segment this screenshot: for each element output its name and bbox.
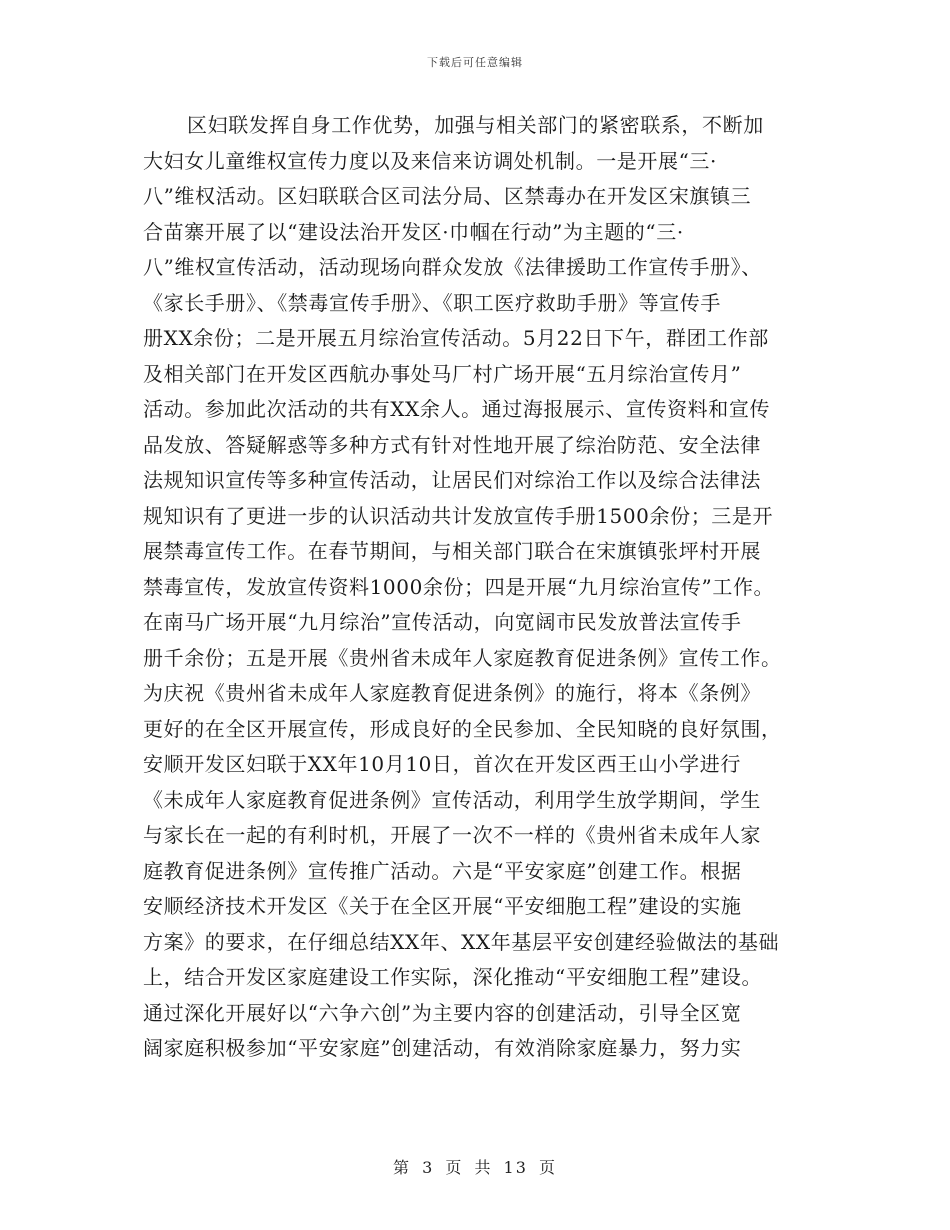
- text-line: 安顺开发区妇联于XX年10月10日，首次在开发区西王山小学进行: [143, 752, 741, 776]
- text-line: 方案》的要求，在仔细总结XX年、XX年基层平安创建经验做法的基础: [143, 929, 780, 954]
- text-line: 大妇女儿童维权宣传力度以及来信来访调处机制。一是开展“三·: [143, 148, 717, 173]
- text-line: 与家长在一起的有利时机，开展了一次不一样的《贵州省未成年人家: [143, 823, 761, 847]
- text-line: 及相关部门在开发区西航办事处马厂村广场开展“五月综治宣传月”: [143, 361, 742, 386]
- text-line: 为庆祝《贵州省未成年人家庭教育促进条例》的施行，将本《条例》: [143, 681, 761, 705]
- text-line: 活动。参加此次活动的共有XX余人。通过海报展示、宣传资料和宣传: [143, 397, 771, 421]
- text-line: 规知识有了更进一步的认识活动共计发放宣传手册1500余份；三是开: [143, 503, 774, 528]
- text-line: 册XX余份；二是开展五月综治宣传活动。5月22日下午，群团工作部: [143, 326, 769, 350]
- text-line: 阔家庭积极参加“平安家庭”创建活动，有效消除家庭暴力，努力实: [143, 1036, 742, 1060]
- text-line: 安顺经济技术开发区《关于在全区开展“平安细胞工程”建设的实施: [143, 894, 742, 918]
- text-line: 在南马广场开展“九月综治”宣传活动，向宽阔市民发放普法宣传手: [143, 610, 742, 634]
- text-line: 通过深化开展好以“六争六创”为主要内容的创建活动，引导全区宽: [143, 1000, 742, 1025]
- text-line: 展禁毒宣传工作。在春节期间，与相关部门联合在宋旗镇张坪村开展: [143, 539, 761, 563]
- text-line: 八”维权宣传活动，活动现场向群众发放《法律援助工作宣传手册》、: [143, 255, 762, 279]
- text-line: 法规知识宣传等多种宣传活动，让居民们对综治工作以及综合法律法: [143, 468, 761, 492]
- text-line: 《未成年人家庭教育促进条例》宣传活动，利用学生放学期间，学生: [143, 787, 761, 812]
- page-header: 下载后可任意编辑: [427, 56, 523, 69]
- text-line: 庭教育促进条例》宣传推广活动。六是“平安家庭”创建工作。根据: [143, 858, 742, 883]
- text-line: 合苗寨开展了以“建设法治开发区·巾帼在行动”为主题的“三·: [143, 219, 684, 244]
- body-text: [143, 108, 809, 1067]
- text-line: 册千余份；五是开展《贵州省未成年人家庭教育促进条例》宣传工作。: [143, 645, 782, 670]
- text-line: 更好的在全区开展宣传，形成良好的全民参加、全民知晓的良好氛围，: [143, 716, 782, 741]
- text-line: 区妇联发挥自身工作优势，加强与相关部门的紧密联系，不断加: [187, 113, 764, 137]
- text-line: 品发放、答疑解惑等多种方式有针对性地开展了综治防范、安全法律: [143, 432, 761, 457]
- text-line: 禁毒宣传，发放宣传资料1000余份；四是开展“九月综治宣传”工作。: [143, 574, 775, 599]
- text-line: 上，结合开发区家庭建设工作实际，深化推动“平安细胞工程”建设。: [143, 965, 763, 989]
- text-line: 《家长手册》、《禁毒宣传手册》、《职工医疗救助手册》等宣传手: [143, 290, 721, 315]
- page-footer: 第 3 页 共 13 页: [393, 1158, 557, 1177]
- text-line: 八”维权活动。区妇联联合区司法分局、区禁毒办在开发区宋旗镇三: [143, 184, 752, 208]
